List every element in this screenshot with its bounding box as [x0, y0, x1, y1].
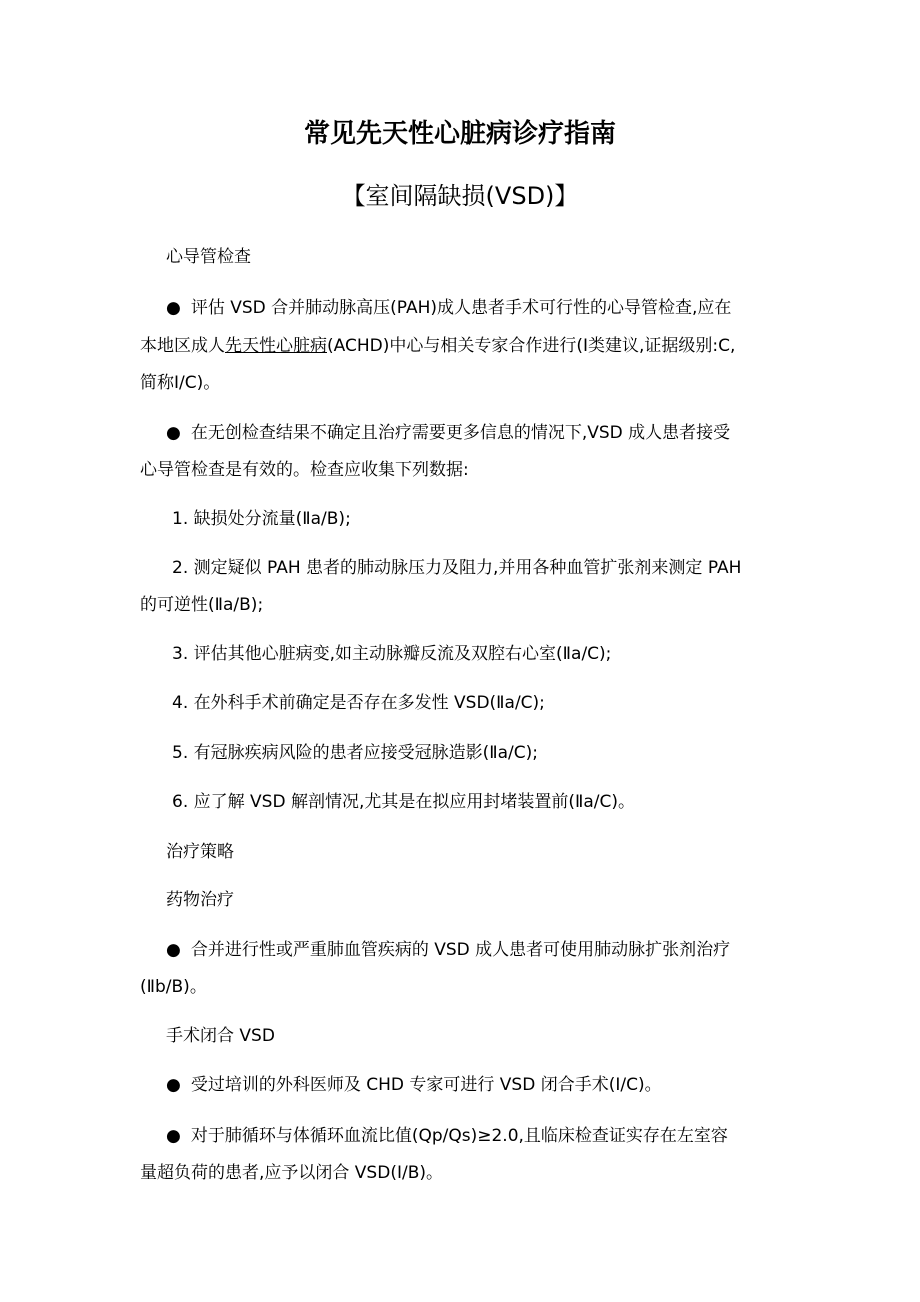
list-item: 1. 缺损处分流量(Ⅱa/B);	[172, 509, 351, 529]
text-span: 在无创检查结果不确定且治疗需要更多信息的情况下,VSD 成人患者接受	[190, 423, 731, 443]
text-span: (ACHD)中心与相关专家合作进行(Ⅰ类建议,证据级别:C,	[327, 336, 736, 356]
bullet-icon: ●	[166, 1075, 181, 1095]
text-span: 受过培训的外科医师及 CHD 专家可进行 VSD 闭合手术(Ⅰ/C)。	[190, 1075, 662, 1095]
document-subtitle: 【室间隔缺损(VSD)】	[341, 182, 579, 210]
paragraph-line: (Ⅱb/B)。	[140, 977, 207, 997]
section-heading-treatment: 治疗策略	[166, 842, 234, 862]
paragraph-line	[166, 1124, 826, 1148]
paragraph-line	[166, 296, 826, 320]
list-item: 2. 测定疑似 PAH 患者的肺动脉压力及阻力,并用各种血管扩张剂来测定 PAH	[172, 558, 742, 578]
paragraph-line: 简称Ⅰ/C)。	[140, 373, 221, 393]
paragraph-line	[140, 334, 800, 358]
section-heading-drug: 药物治疗	[166, 890, 234, 910]
text-span: 对于肺循环与体循环血流比值(Qp/Qs)≥2.0,且临床检查证实存在左室容	[190, 1126, 728, 1146]
text-span: 评估 VSD 合并肺动脉高压(PAH)成人患者手术可行性的心导管检查,应在	[190, 298, 732, 318]
list-item: 的可逆性(Ⅱa/B);	[140, 595, 264, 615]
paragraph-line	[166, 938, 826, 962]
text-span: 合并进行性或严重肺血管疾病的 VSD 成人患者可使用肺动脉扩张剂治疗	[190, 940, 731, 960]
text-span: 本地区成人	[140, 336, 225, 356]
paragraph-line: 心导管检查是有效的。检查应收集下列数据:	[140, 460, 469, 480]
paragraph-line	[166, 1073, 826, 1097]
underlined-term-link[interactable]: 先天性心脏病	[225, 336, 327, 356]
list-item: 4. 在外科手术前确定是否存在多发性 VSD(Ⅱa/C);	[172, 693, 545, 713]
paragraph-line: 量超负荷的患者,应予以闭合 VSD(Ⅰ/B)。	[140, 1163, 443, 1183]
list-item: 5. 有冠脉疾病风险的患者应接受冠脉造影(Ⅱa/C);	[172, 743, 538, 763]
bullet-icon: ●	[166, 1126, 181, 1146]
bullet-icon: ●	[166, 940, 181, 960]
bullet-icon: ●	[166, 423, 181, 443]
list-item: 6. 应了解 VSD 解剖情况,尤其是在拟应用封堵装置前(Ⅱa/C)。	[172, 792, 635, 812]
section-heading-cath: 心导管检查	[166, 247, 251, 267]
section-heading-surgery: 手术闭合 VSD	[166, 1026, 275, 1046]
document-title: 常见先天性心脏病诊疗指南	[303, 119, 616, 149]
paragraph-line	[166, 421, 826, 445]
bullet-icon: ●	[166, 298, 181, 318]
list-item: 3. 评估其他心脏病变,如主动脉瓣反流及双腔右心室(Ⅱa/C);	[172, 644, 612, 664]
